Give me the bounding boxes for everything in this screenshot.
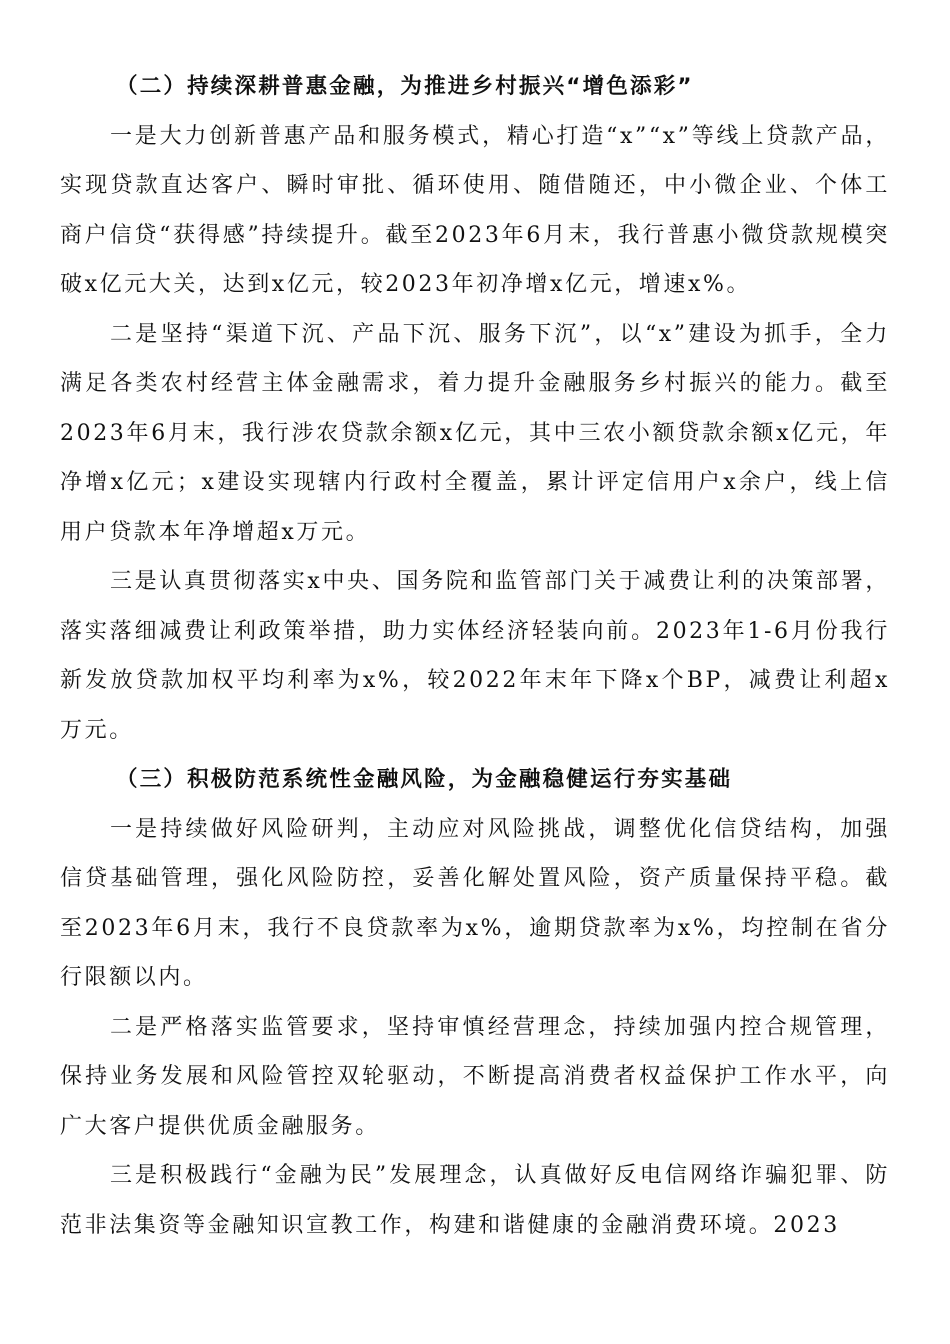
paragraph: 一是大力创新普惠产品和服务模式，精心打造“x”“x”等线上贷款产品，实现贷款直达客户、瞬时审批、循环使用、随借随还，中小微企业、个体工商户信贷“获得感”持续提升。截至2023年6月末，我行普惠小微贷款规模突破x亿元大关，达到x亿元，较2023年初净增x亿元，增速x%。	[60, 123, 890, 297]
paragraph: 二是严格落实监管要求，坚持审慎经营理念，持续加强内控合规管理，保持业务发展和风险管控双轮驱动，不断提高消费者权益保护工作水平，向广大客户提供优质金融服务。	[60, 1014, 890, 1139]
document-body	[60, 62, 890, 1250]
paragraph: 一是持续做好风险研判，主动应对风险挑战，调整优化信贷结构，加强信贷基础管理，强化风险防控，妥善化解处置风险，资产质量保持平稳。截至2023年6月末，我行不良贷款率为x%，逾期贷款率为x%，均控制在省分行限额以内。	[60, 816, 890, 990]
paragraph: 三是积极践行“金融为民”发展理念，认真做好反电信网络诈骗犯罪、防范非法集资等金融知识宣教工作，构建和谐健康的金融消费环境。2023	[60, 1163, 890, 1238]
paragraph: 二是坚持“渠道下沉、产品下沉、服务下沉”，以“x”建设为抓手，全力满足各类农村经营主体金融需求，着力提升金融服务乡村振兴的能力。截至2023年6月末，我行涉农贷款余额x亿元，其中三农小额贷款余额x亿元，年净增x亿元；x建设实现辖内行政村全覆盖，累计评定信用户x余户，线上信用户贷款本年净增超x万元。	[60, 321, 890, 545]
paragraph: 三是认真贯彻落实x中央、国务院和监管部门关于减费让利的决策部署，落实落细减费让利政策举措，助力实体经济轻装向前。2023年1-6月份我行新发放贷款加权平均利率为x%，较2022年末年下降x个BP，减费让利超x万元。	[60, 569, 890, 743]
section-heading: （二）持续深耕普惠金融，为推进乡村振兴“增色添彩”	[116, 74, 694, 99]
section-heading: （三）积极防范系统性金融风险，为金融稳健运行夯实基础	[116, 767, 733, 792]
